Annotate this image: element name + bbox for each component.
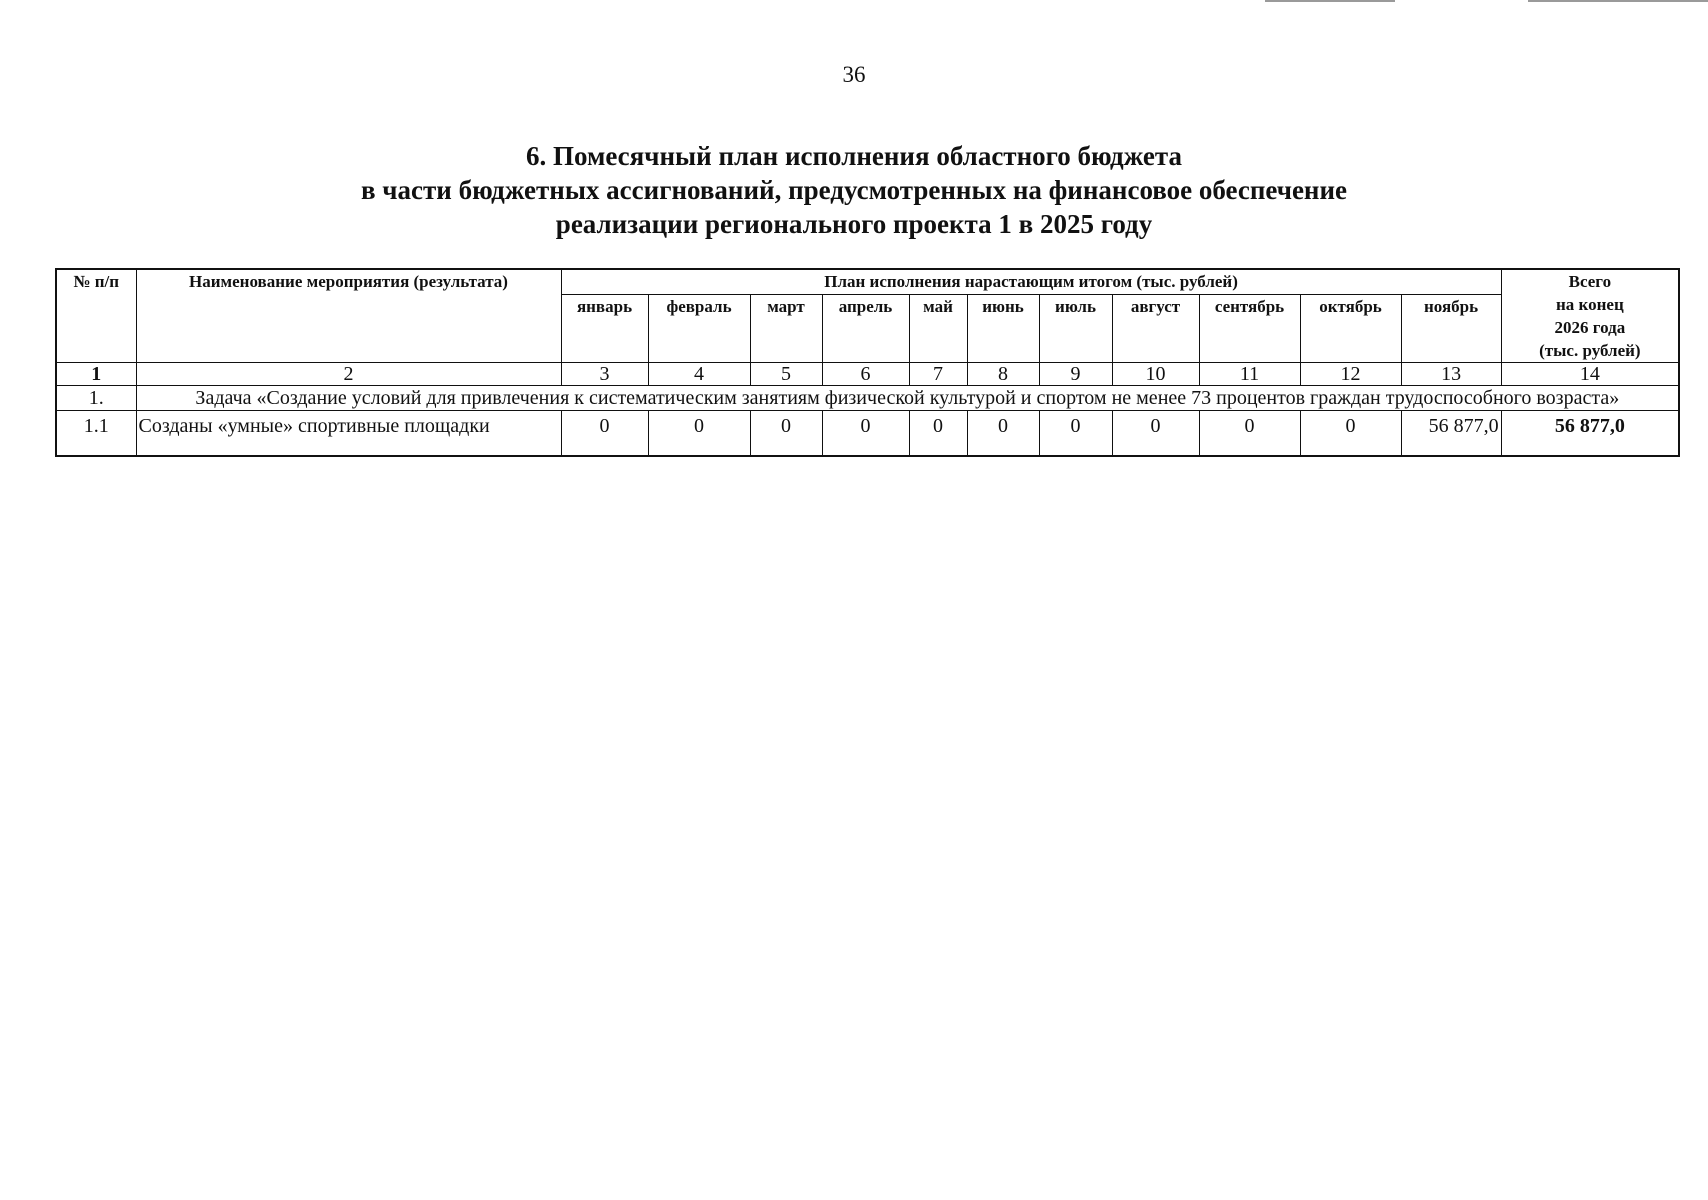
row-total: 56 877,0 [1501, 411, 1679, 457]
header-total-line-1: Всего [1568, 272, 1612, 291]
header-total-line-2: на конец [1555, 295, 1624, 314]
row-value-month-11: 56 877,0 [1401, 411, 1501, 457]
header-month-10: октябрь [1300, 295, 1401, 363]
title-line-3: реализации регионального проекта 1 в 2025 году [555, 209, 1153, 239]
header-month-7: июль [1039, 295, 1112, 363]
column-number: 13 [1401, 363, 1501, 386]
header-month-4: апрель [822, 295, 909, 363]
column-number: 5 [750, 363, 822, 386]
row-value-month-3: 0 [750, 411, 822, 457]
header-month-8: август [1112, 295, 1199, 363]
column-number: 7 [909, 363, 967, 386]
header-month-1: январь [561, 295, 648, 363]
column-number: 11 [1199, 363, 1300, 386]
header-month-11: ноябрь [1401, 295, 1501, 363]
top-edge-line [1528, 0, 1708, 2]
column-number: 1 [56, 363, 136, 386]
header-total-line-3: 2026 года [1554, 318, 1626, 337]
column-number: 6 [822, 363, 909, 386]
top-edge-line [1265, 0, 1395, 2]
row-value-month-9: 0 [1199, 411, 1300, 457]
title-line-2: в части бюджетных ассигнований, предусмотренных на финансовое обеспечение [360, 175, 1348, 205]
task-text: Задача «Создание условий для привлечения к систематическим занятиям физической культурой и спортом не менее 73 процентов граждан трудоспособного возраста» [136, 386, 1679, 411]
row-value-month-4: 0 [822, 411, 909, 457]
row-value-month-10: 0 [1300, 411, 1401, 457]
header-plan-group: План исполнения нарастающим итогом (тыс. рублей) [561, 269, 1501, 295]
header-month-6: июнь [967, 295, 1039, 363]
column-number: 14 [1501, 363, 1679, 386]
column-number: 2 [136, 363, 561, 386]
task-row [56, 386, 1679, 411]
column-number: 4 [648, 363, 750, 386]
header-month-5: май [909, 295, 967, 363]
header-total-line-4: (тыс. рублей) [1539, 341, 1641, 360]
header-num: № п/п [56, 269, 136, 363]
page-number: 36 [842, 62, 866, 87]
document-title [0, 139, 1708, 241]
column-number: 12 [1300, 363, 1401, 386]
title-line-1: 6. Помесячный план исполнения областного бюджета [525, 141, 1183, 171]
header-month-2: февраль [648, 295, 750, 363]
row-value-month-7: 0 [1039, 411, 1112, 457]
header-month-3: март [750, 295, 822, 363]
row-value-month-5: 0 [909, 411, 967, 457]
header-month-9: сентябрь [1199, 295, 1300, 363]
column-numbers-row [56, 363, 1679, 386]
column-number: 8 [967, 363, 1039, 386]
column-number: 10 [1112, 363, 1199, 386]
row-num: 1.1 [56, 411, 136, 457]
column-number: 3 [561, 363, 648, 386]
budget-plan-table [55, 268, 1680, 457]
header-name: Наименование мероприятия (результата) [136, 269, 561, 363]
table-row [56, 411, 1679, 457]
row-value-month-1: 0 [561, 411, 648, 457]
task-num: 1. [56, 386, 136, 411]
row-name: Созданы «умные» спортивные площадки [136, 411, 561, 457]
row-value-month-6: 0 [967, 411, 1039, 457]
row-value-month-2: 0 [648, 411, 750, 457]
row-value-month-8: 0 [1112, 411, 1199, 457]
header-total [1501, 269, 1679, 363]
column-number: 9 [1039, 363, 1112, 386]
